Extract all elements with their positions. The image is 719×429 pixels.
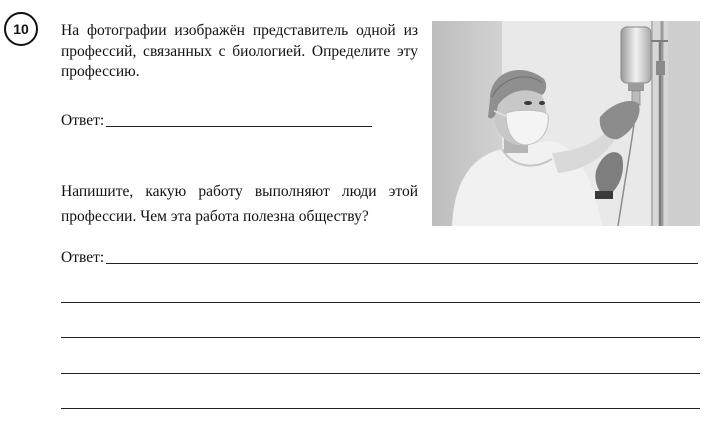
answer-line-3[interactable]	[61, 302, 700, 303]
question-2-text: Напишите, какую работу выполняют люди этой профессии. Чем эта работа полезна обществу?	[61, 183, 418, 225]
photo-illustration	[432, 21, 700, 226]
answer-line-1[interactable]	[106, 125, 372, 127]
answer-line-6[interactable]	[61, 408, 700, 409]
answer-line-4[interactable]	[61, 337, 700, 338]
answer-row-1	[61, 112, 372, 130]
answer-line-2[interactable]	[106, 262, 698, 264]
answer-label-2: Ответ:	[61, 249, 105, 266]
nurse-with-iv-drip-photo	[432, 21, 700, 226]
task-number-badge: 10	[4, 12, 38, 46]
question-1-text: На фотографии изображён представитель одной из профессий, связанных с биологией. Определите эту профессию.	[61, 22, 418, 80]
answer-row-2	[61, 249, 698, 267]
answer-line-5[interactable]	[61, 373, 700, 374]
answer-label-1: Ответ:	[61, 112, 105, 129]
